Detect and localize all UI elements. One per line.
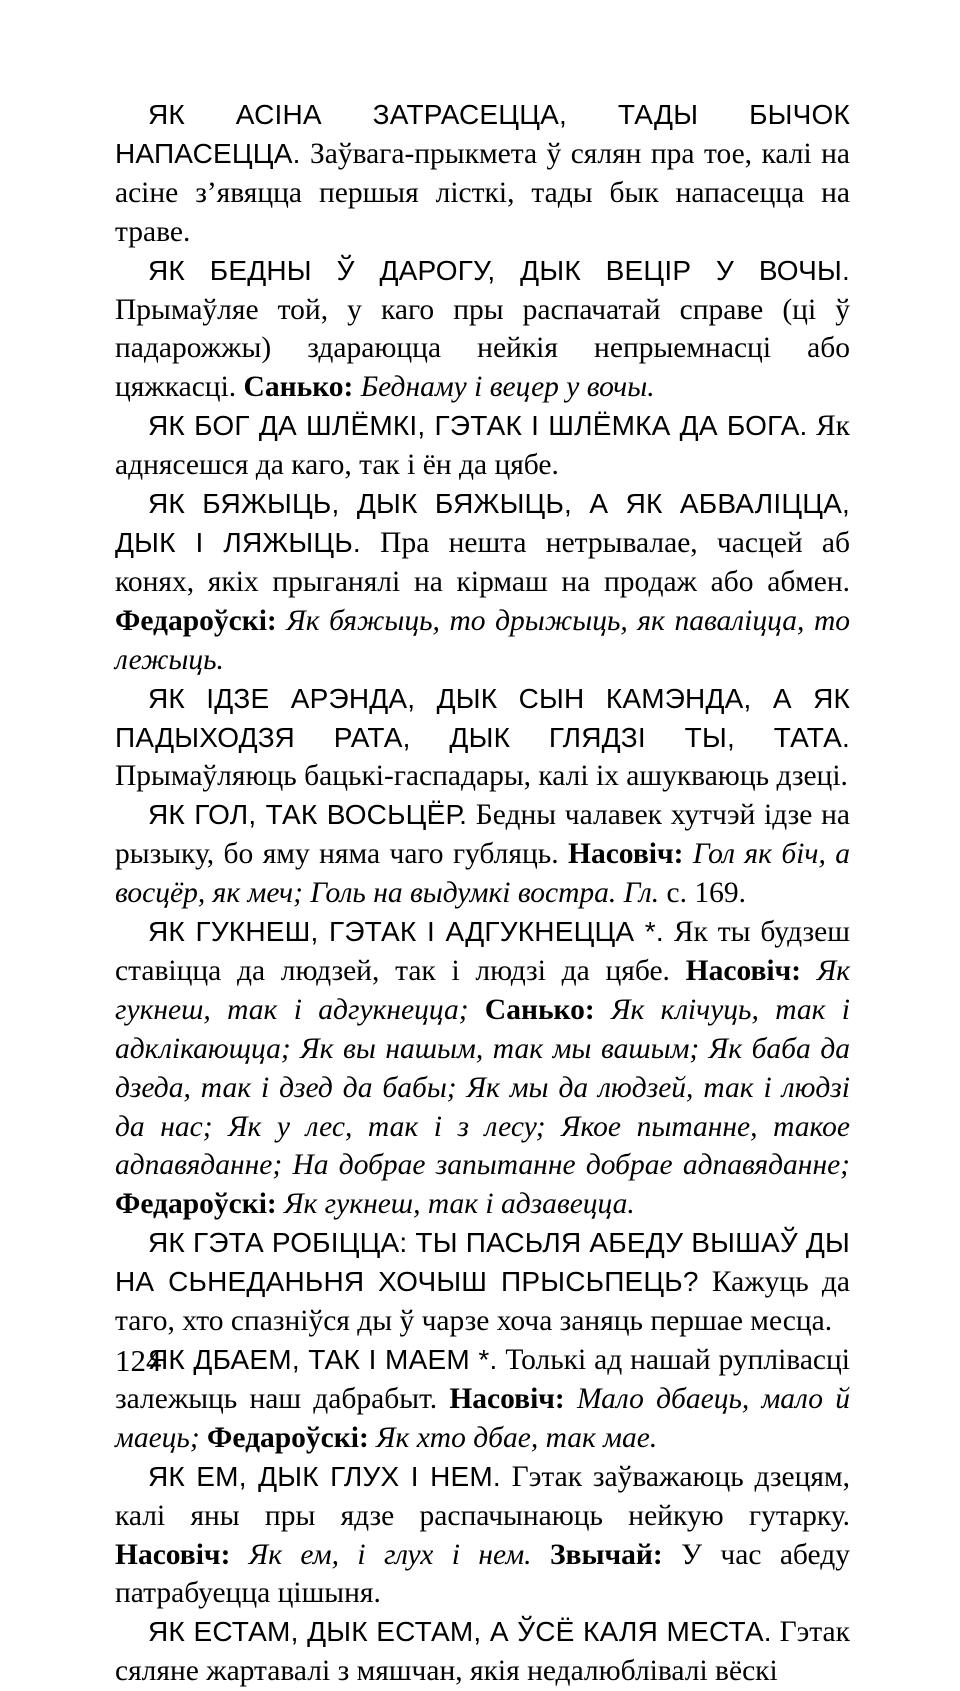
entry-explanation: Гэтак сяляне жартавалі з мяшчан, якія недалюблівалі вёскі <box>115 1616 850 1688</box>
source-label: Насовіч: <box>449 1382 565 1415</box>
entry-headword: ЯК ГЭТА РОБІЦЦА: ТЫ ПАСЬЛЯ АБЕДУ ВЫШАЎ ДЫ НА СЬНЕДАНЬНЯ ХОЧЫШ ПРЫСЬПЕЦЬ? <box>115 1227 850 1298</box>
source-quote: Беднаму і вецер у вочы. <box>353 371 655 404</box>
entry-explanation: Прымаўляе той, у каго пры распачатай справе (ці ў падарожжы) здараюцца нейкія непрыемнасці або цяжкасці. <box>115 293 850 404</box>
entry-headword: ЯК БЯЖЫЦЬ, ДЫК БЯЖЫЦЬ, А ЯК АБВАЛІЦЦА, ДЫК І ЛЯЖЫЦЬ. <box>115 488 850 558</box>
source-label: Насовіч: <box>568 838 684 871</box>
source-label: Звычай: <box>549 1538 663 1571</box>
entry-headword: ЯК АСІНА ЗАТРАСЕЦЦА, ТАДЫ БЫЧОК НАПАСЕЦЦА. <box>115 99 850 169</box>
entry-explanation: Гэтак заўважаюць дзецям, калі яны пры ядзе распачынаюць нейкую гутарку. <box>115 1460 851 1532</box>
source-label: Санько: <box>243 371 354 404</box>
page-number: 124 <box>115 1343 162 1378</box>
entry <box>115 1341 850 1458</box>
entry-explanation: Бедны чалавек хутчэй ідзе на рызыку, бо яму няма чаго губляць. <box>115 799 850 871</box>
entry-headword: ЯК БОГ ДА ШЛЁМКІ, ГЭТАК І ШЛЁМКА ДА БОГА. <box>148 410 808 442</box>
entry-explanation: Заўвага-прыкмета ў сялян пра тое, калі на асіне з’явяцца першыя лісткі, тады бык напасецца на траве. <box>115 137 850 248</box>
page-text <box>115 96 850 1691</box>
source-label: Федароўскі: <box>115 604 277 637</box>
entry <box>115 485 850 680</box>
entry-explanation: Як ты будзеш ставіцца да людзей, так і людзі да цябе. <box>115 916 850 987</box>
entry <box>115 252 850 408</box>
entry <box>115 913 850 1224</box>
entry-explanation: Прымаўляюць бацькі-гаспадары, калі іх ашукваюць дзеці. <box>115 760 848 793</box>
cross-reference: с. 169. <box>659 877 746 910</box>
entry-headword: ЯК ІДЗЕ АРЭНДА, ДЫК СЫН КАМЭНДА, А ЯК ПАДЫХОДЗЯ РАТА, ДЫК ГЛЯДЗІ ТЫ, ТАТА. <box>115 682 850 753</box>
entry-headword: ЯК ЕМ, ДЫК ГЛУХ І НЕМ. <box>148 1460 501 1492</box>
source-label: Насовіч: <box>115 1538 231 1571</box>
entry-explanation: Як аднясешся да каго, так і ён да цябе. <box>115 410 850 482</box>
entry <box>115 796 850 913</box>
source-quote: Як гукнеш, так і адзавецца. <box>276 1188 635 1221</box>
entry <box>115 407 850 485</box>
entry <box>115 1613 850 1691</box>
entry <box>115 1224 850 1341</box>
source-label: Федароўскі: <box>115 1188 277 1221</box>
entry-explanation: Толькі ад нашай руплівасці залежыць наш дабрабыт. <box>115 1344 850 1415</box>
entry-explanation: У час абеду патрабуецца цішыня. <box>115 1538 850 1610</box>
entry-headword: ЯК ГОЛ, ТАК ВОСЬЦЁР. <box>148 799 468 831</box>
source-quote: Як бяжыць, то дрыжыць, як паваліцца, то лежыць. <box>115 604 850 676</box>
source-quote: Як клічуць, так і адклікающца; Як вы нашым, так мы вашым; Як баба да дзеда, так і дзед да бабы; Як мы да людзей, так і людзі да нас; Як у лес, так і з лесу; Якое пытанне, такое адпавяданне; На добрае запытанне добрае адпавяданне; <box>115 993 850 1182</box>
source-quote: Як хто дбае, так мае. <box>368 1421 658 1454</box>
entry-headword: ЯК ЕСТАМ, ДЫК ЕСТАМ, А ЎСЁ КАЛЯ МЕСТА. <box>148 1616 772 1648</box>
entry-headword: ЯК БЕДНЫ Ў ДАРОГУ, ДЫК ВЕЦІР У ВОЧЫ. <box>148 254 850 286</box>
source-quote: Як ем, і глух і нем. <box>230 1538 550 1571</box>
entry <box>115 96 850 252</box>
source-label: Насовіч: <box>685 954 802 987</box>
source-quote: Гол як біч, а восцёр, як меч; Голь на выдумкі востра. Гл. <box>115 838 850 910</box>
source-label: Санько: <box>484 993 595 1026</box>
entry-explanation: Кажуць да таго, хто спазніўся ды ў чарзе хоча заняць першае месца. <box>115 1266 850 1338</box>
entry <box>115 1458 850 1614</box>
entry-headword: ЯК ДБАЕМ, ТАК І МАЕМ *. <box>148 1344 498 1375</box>
source-quote: Мало дбаець, мало й маець; <box>115 1382 850 1454</box>
entry-explanation: Пра нешта нетрывалае, часцей аб конях, якіх прыганялі на кірмаш на продаж або абмен. <box>115 526 850 598</box>
source-label: Федароўскі: <box>207 1421 369 1454</box>
entry-headword: ЯК ГУКНЕШ, ГЭТАК І АДГУКНЕЦЦА *. <box>148 916 664 948</box>
source-quote: Як гукнеш, так і адгукнецца; <box>115 954 851 1026</box>
entry <box>115 680 850 797</box>
